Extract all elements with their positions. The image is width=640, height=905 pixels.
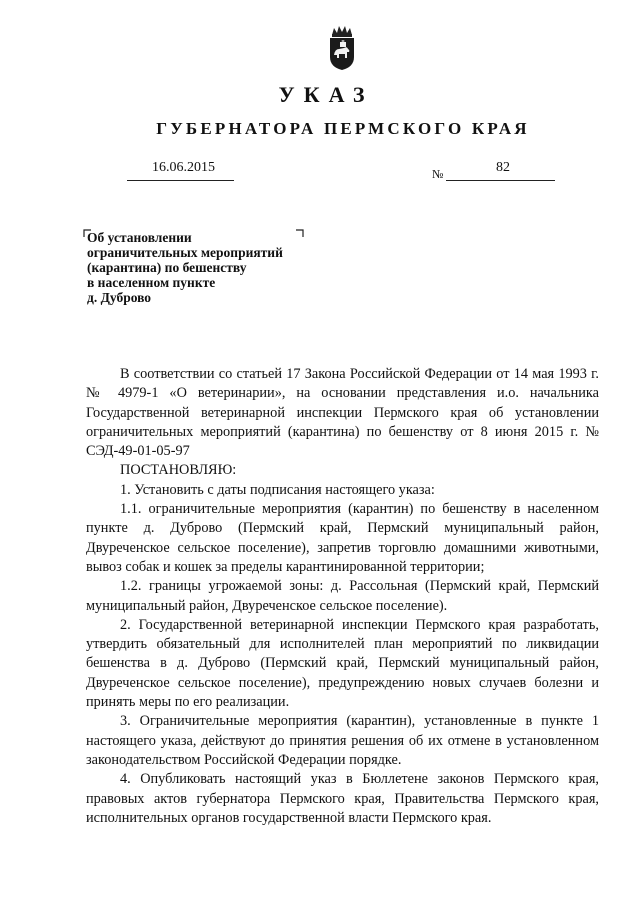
document-body xyxy=(86,365,599,828)
clause-1-2: 1.2. границы угрожаемой зоны: д. Рассольная (Пермский край, Пермский муниципальный район, Двуреченское сельское поселение). xyxy=(86,578,599,614)
date-underline xyxy=(127,180,234,181)
document-subject xyxy=(87,230,283,305)
document-number: 82 xyxy=(496,160,510,175)
subject-line: д. Дуброво xyxy=(87,290,152,305)
preamble-paragraph: В соответствии со статьей 17 Закона Российской Федерации от 14 мая 1993 г. № 4979-1 «О ветеринарии», на основании представления и.о. начальника Государственной ветеринарной инспекции Пермского края об установлении ограничительных мероприятий (карантина) по бешенству от 8 июня 2015 г. № СЭД-49-01-05-97 xyxy=(86,366,599,460)
clause-1-1: 1.1. ограничительные мероприятия (карантин) по бешенству в населенном пункте д. Дуброво (Пермский край, Пермский муниципальный район, Двуреченское сельское поселение), запретив торговлю домашними животными, вывоз собак и кошек за пределы карантинированной территории; xyxy=(86,501,599,575)
document-date: 16.06.2015 xyxy=(152,160,215,175)
clause-2: 2. Государственной ветеринарной инспекции Пермского края разработать, утвердить обязательный для исполнителей план мероприятий по ликвидации бешенства в д. Дуброво (Пермский край, Пермский муниципальный район, Двуреченское сельское поселение), предупреждению новых случаев болезни и принять меры по его реализации. xyxy=(86,616,599,711)
document-subtitle: ГУБЕРНАТОРА ПЕРМСКОГО КРАЯ xyxy=(156,119,530,138)
bracket-corner-right xyxy=(296,229,304,237)
clause-1: 1. Установить с даты подписания настоящего указа: xyxy=(120,481,435,498)
number-sign: № xyxy=(432,167,444,181)
document-title: УКАЗ xyxy=(278,82,374,107)
clause-4: 4. Опубликовать настоящий указ в Бюллетене законов Пермского края, правовых актов губернатора Пермского края, Правительства Пермского края, исполнительных органов государственной власти Пермского края. xyxy=(86,771,599,826)
clause-3: 3. Ограничительные мероприятия (карантин), установленные в пункте 1 настоящего указа, действуют до принятия решения об их отмене в установленном законодательством Российской Федерации порядке. xyxy=(86,713,599,768)
number-underline xyxy=(446,180,555,181)
decree-word: ПОСТАНОВЛЯЮ: xyxy=(120,462,237,479)
subject-line: в населенном пункте xyxy=(87,275,216,290)
subject-line: ограничительных мероприятий xyxy=(87,245,283,260)
subject-line: Об установлении xyxy=(87,230,192,245)
subject-line: (карантина) по бешенству xyxy=(87,260,247,275)
coat-of-arms-icon xyxy=(328,25,356,71)
